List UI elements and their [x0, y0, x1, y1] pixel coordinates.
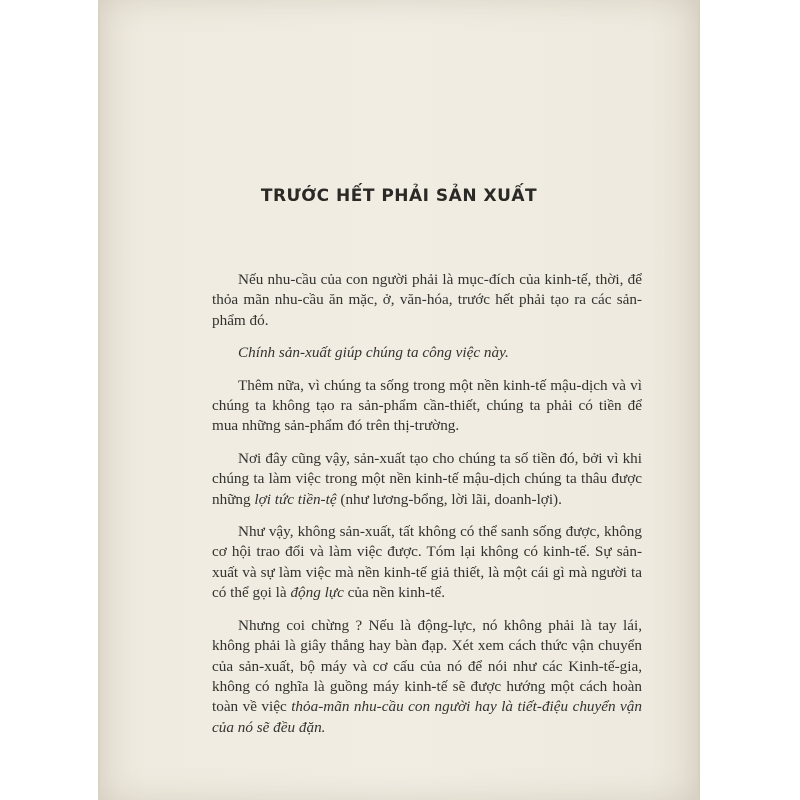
paragraph-5: Như vậy, không sản-xuất, tất không có thể sanh sống được, không cơ hội trao đổi và làm việc được. Tóm lại không có kinh-tế. Sự sản-xuất và sự làm việc mà nền kinh-tế giả thiết, là một cái gì mà người ta có thể gọi là động lực của nền kinh-tế. — [212, 523, 642, 602]
paragraph-1: Nếu nhu-cầu của con người phải là mục-đích của kinh-tế, thời, để thỏa mãn nhu-cầu ăn mặc, ở, văn-hóa, trước hết phải tạo ra các sản-phẩm đó. — [212, 271, 642, 329]
paragraph-3: Thêm nữa, vì chúng ta sống trong một nền kinh-tế mậu-dịch và vì chúng ta không tạo ra sản-phẩm cần-thiết, chúng ta phải có tiền để mua những sản-phẩm đó trên thị-trường. — [212, 376, 642, 435]
paragraph-4: Nơi đây cũng vậy, sản-xuất tạo cho chúng ta số tiền đó, bởi vì khi chúng ta làm việc trong một nền kinh-tế mậu-dịch chúng ta thâu được những lợi tức tiền-tệ (như lương-bổng, lời lãi, doanh-lợi). — [212, 449, 642, 508]
body-text — [212, 270, 642, 750]
book-page — [100, 0, 698, 800]
paragraph-6: Nhưng coi chừng ? Nếu là động-lực, nó không phải là tay lái, không phải là giây thắng hay bàn đạp. Xét xem cách thức vận chuyển của sản-xuất, bộ máy và cơ cấu của nó để nói như các Kinh-tế-gia, không có nghĩa là guồng máy kinh-tế sẽ được hướng một cách hoàn toàn về việc thỏa-mãn nhu-cầu con người hay là tiết-điệu chuyển vận của nó sẽ đều đặn. — [212, 616, 642, 736]
paragraph-2: Chính sản-xuất giúp chúng ta công việc này. — [238, 344, 509, 362]
chapter-title: TRƯỚC HẾT PHẢI SẢN XUẤT — [260, 186, 538, 206]
